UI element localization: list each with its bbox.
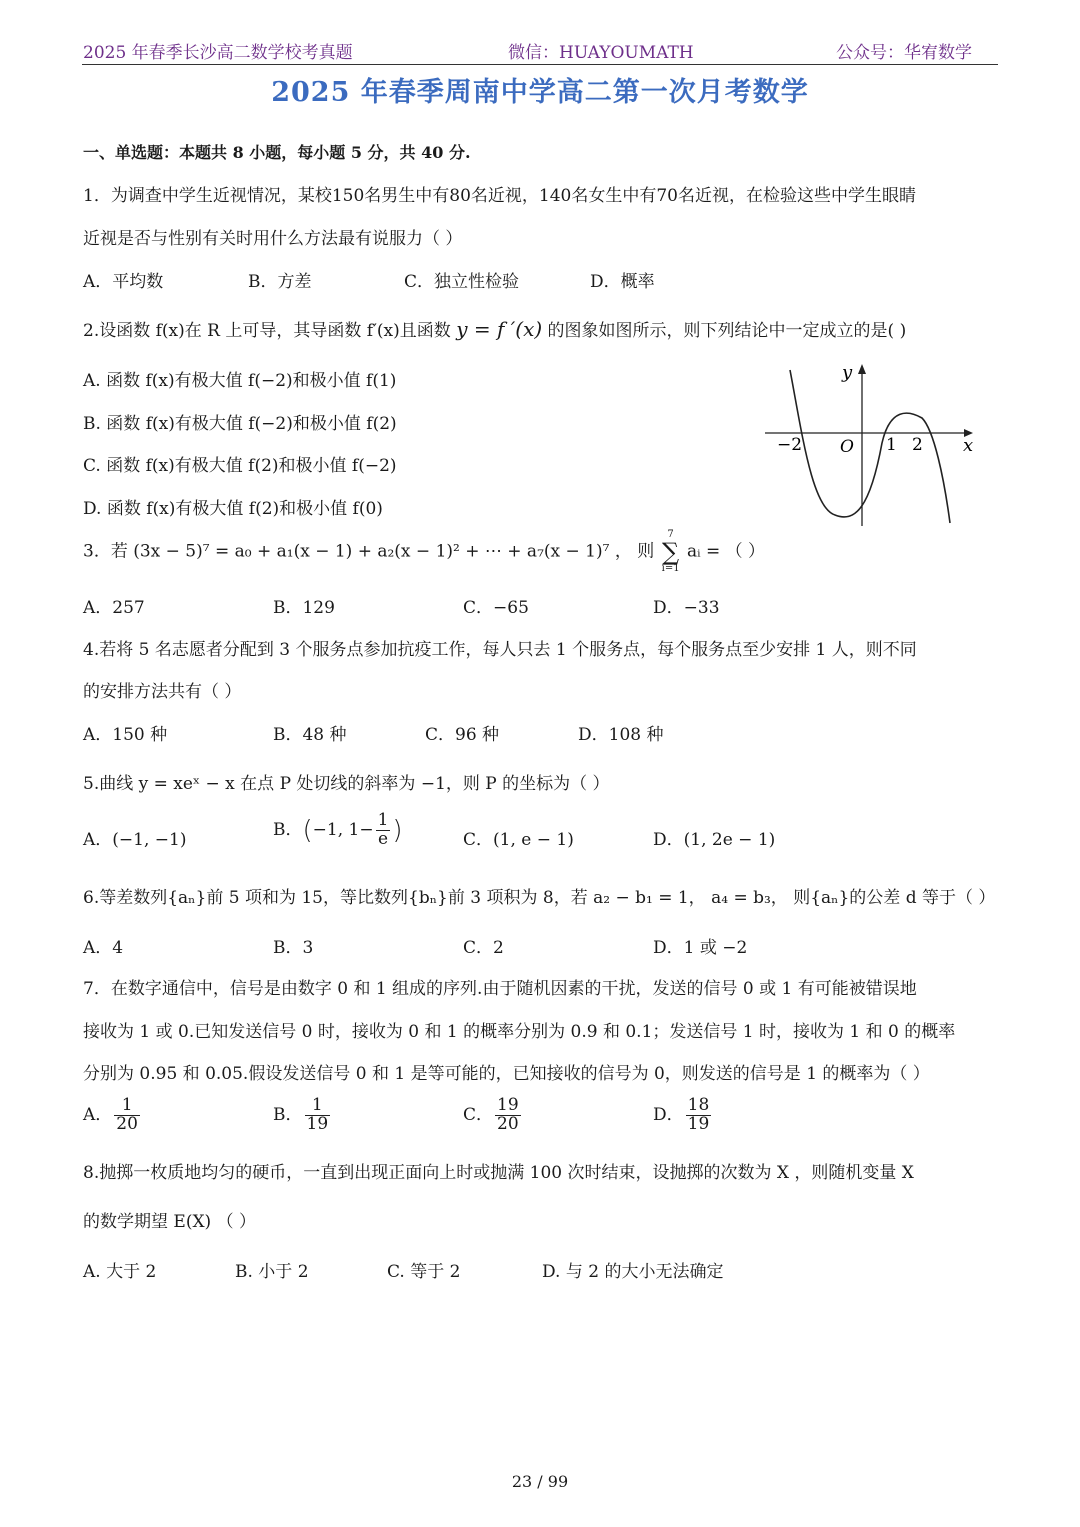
q7-a-numerator: 1: [114, 1097, 140, 1116]
q5-option-b-label: B．: [273, 819, 303, 840]
q8-option-b: B. 小于 2: [235, 1262, 309, 1282]
q4-option-b: B．48 种: [273, 725, 347, 745]
q3-sum-symbol: ∑: [662, 538, 680, 566]
q8-option-d: D. 与 2 的大小无法确定: [542, 1262, 724, 1282]
graph-tick-neg2: −2: [777, 435, 803, 455]
q7-option-c-label: C．: [463, 1104, 494, 1125]
q8-option-a: A. 大于 2: [83, 1262, 157, 1282]
q7-option-d-label: D．: [653, 1104, 684, 1125]
q6-option-b: B．3: [273, 938, 314, 958]
q3-sum-bottom: i=1: [661, 563, 680, 574]
q5-option-d: D．(1, 2e − 1): [653, 830, 776, 850]
q5-option-b: [273, 812, 403, 849]
q3-option-c: C．−65: [463, 598, 529, 618]
q7-d-numerator: 18: [687, 1095, 710, 1115]
graph-x-label: x: [963, 435, 974, 456]
page-title: 2025 年春季周南中学高二第一次月考数学: [271, 77, 809, 108]
q6-stem: 6.等差数列{aₙ}前 5 项和为 15，等比数列{bₙ}前 3 项积为 8，若 a₂ − b₁ = 1， a₄ = b₃， 则{aₙ}的公差 d 等于（ ）: [83, 888, 996, 908]
q2-derivative-graph: [760, 358, 990, 530]
q1-line1: 1．为调查中学生近视情况，某校150名男生中有80名近视，140名女生中有70名近视，在检验这些中学生眼睛: [83, 186, 916, 206]
q3-option-d: D．−33: [653, 598, 720, 618]
section-heading: 一、单选题：本题共 8 小题，每小题 5 分，共 40 分.: [83, 143, 471, 162]
q3-stem: [83, 530, 765, 574]
q5-option-b-fraction: [376, 812, 391, 849]
q4-option-d: D．108 种: [578, 725, 664, 745]
q7-b-denominator: 19: [306, 1113, 329, 1134]
q7-option-d-fraction: [686, 1097, 712, 1134]
q7-line2: 接收为 1 或 0.已知发送信号 0 时，接收为 0 和 1 的概率分别为 0.9 和 0.1；发送信号 1 时，接收为 1 和 0 的概率: [83, 1022, 956, 1042]
q2-option-d: D. 函数 f(x)有极大值 f(2)和极小值 f(0): [83, 499, 383, 519]
graph-origin-label: O: [840, 437, 854, 457]
q7-line3: 分别为 0.95 和 0.05.假设发送信号 0 和 1 是等可能的，已知接收的信号为 0，则发送的信号是 1 的概率为（ ）: [83, 1064, 930, 1084]
q2-stem-equation: y = f ′(x): [456, 317, 543, 341]
q3-option-a: A．257: [83, 598, 145, 618]
q4-line2: 的安排方法共有（ ）: [83, 682, 242, 702]
graph-tick-1: 1: [886, 435, 897, 455]
q7-d-denominator: 19: [687, 1113, 710, 1134]
q7-option-b-fraction: [305, 1097, 331, 1134]
q2-option-c: C. 函数 f(x)有极大值 f(2)和极小值 f(−2): [83, 456, 397, 476]
q5-b-right-paren: ): [392, 815, 403, 846]
q7-option-c-fraction: [495, 1097, 521, 1134]
q7-option-a: [83, 1097, 142, 1134]
q2-option-b: B. 函数 f(x)有极大值 f(−2)和极小值 f(2): [83, 414, 397, 434]
q7-option-b: [273, 1097, 332, 1134]
q8-line2: 的数学期望 E(X) （ ）: [83, 1212, 256, 1232]
q4-line1: 4.若将 5 名志愿者分配到 3 个服务点参加抗疫工作，每人只去 1 个服务点，每个服务点至少安排 1 人，则不同: [83, 640, 917, 660]
q1-option-d: D．概率: [590, 272, 655, 292]
q3-sum-top: 7: [667, 529, 674, 540]
q5-option-a: A．(−1, −1): [83, 830, 187, 850]
q2-stem-b: 的图象如图所示，则下列结论中一定成立的是( ): [542, 321, 907, 341]
q7-c-numerator: 19: [497, 1095, 519, 1115]
page-number: 23 / 99: [511, 1472, 569, 1491]
graph-y-label: y: [842, 362, 853, 383]
q3-summation: [662, 530, 680, 574]
q7-option-b-label: B．: [273, 1104, 303, 1125]
q7-a-denominator: 20: [116, 1113, 138, 1134]
header-left: 2025 年春季长沙高二数学校考真题: [83, 43, 353, 63]
graph-tick-2: 2: [912, 435, 923, 455]
q2-option-a: A. 函数 f(x)有极大值 f(−2)和极小值 f(1): [83, 371, 397, 391]
graph-y-arrow: [858, 364, 866, 374]
q7-option-a-fraction: [114, 1097, 140, 1134]
q2-stem: [83, 316, 906, 341]
q5-option-b-inner: −1, 1−: [312, 819, 374, 840]
q4-option-a: A．150 种: [83, 725, 168, 745]
header-center: 微信：HUAYOUMATH: [508, 43, 694, 63]
header-right: 公众号：华宥数学: [836, 43, 972, 63]
q7-b-numerator: 1: [305, 1097, 331, 1116]
q7-option-a-label: A．: [83, 1104, 113, 1125]
graph-curve: [790, 370, 950, 523]
q6-option-c: C．2: [463, 938, 504, 958]
q1-option-b: B．方差: [248, 272, 312, 292]
q7-line1: 7．在数字通信中，信号是由数字 0 和 1 组成的序列.由于随机因素的干扰，发送的信号 0 或 1 有可能被错误地: [83, 979, 917, 999]
q6-option-a: A．4: [83, 938, 124, 958]
q3-option-b: B．129: [273, 598, 335, 618]
q7-c-denominator: 20: [497, 1113, 519, 1134]
q5-b-numerator: 1: [377, 810, 389, 830]
q1-line2: 近视是否与性别有关时用什么方法最有说服力（ ）: [83, 229, 463, 249]
q8-line1: 8.抛掷一枚质地均匀的硬币，一直到出现正面向上时或抛满 100 次时结束，设抛掷的次数为 X ，则随机变量 X: [83, 1163, 914, 1183]
q8-option-c: C. 等于 2: [387, 1262, 461, 1282]
q3-sum-term: aᵢ = （ ）: [687, 541, 766, 562]
q7-option-d: [653, 1097, 713, 1134]
q5-b-left-paren: (: [302, 815, 313, 846]
header-divider: [82, 64, 998, 65]
q5-stem: 5.曲线 y = xeˣ − x 在点 P 处切线的斜率为 −1，则 P 的坐标为（ ）: [83, 774, 610, 794]
q7-option-c: [463, 1097, 523, 1134]
q4-option-c: C．96 种: [425, 725, 500, 745]
q1-option-a: A．平均数: [83, 272, 164, 292]
q1-option-c: C．独立性检验: [404, 272, 520, 292]
q5-b-denominator: e: [377, 828, 389, 849]
q6-option-d: D．1 或 −2: [653, 938, 748, 958]
q2-stem-a: 2.设函数 f(x)在 R 上可导，其导函数 f′(x)且函数: [83, 321, 457, 341]
q5-option-c: C．(1, e − 1): [463, 830, 574, 850]
q3-stem-text: 3．若 (3x − 5)⁷ = a₀ + a₁(x − 1) + a₂(x − 1)² + ⋯ + a₇(x − 1)⁷ ， 则: [83, 541, 655, 562]
